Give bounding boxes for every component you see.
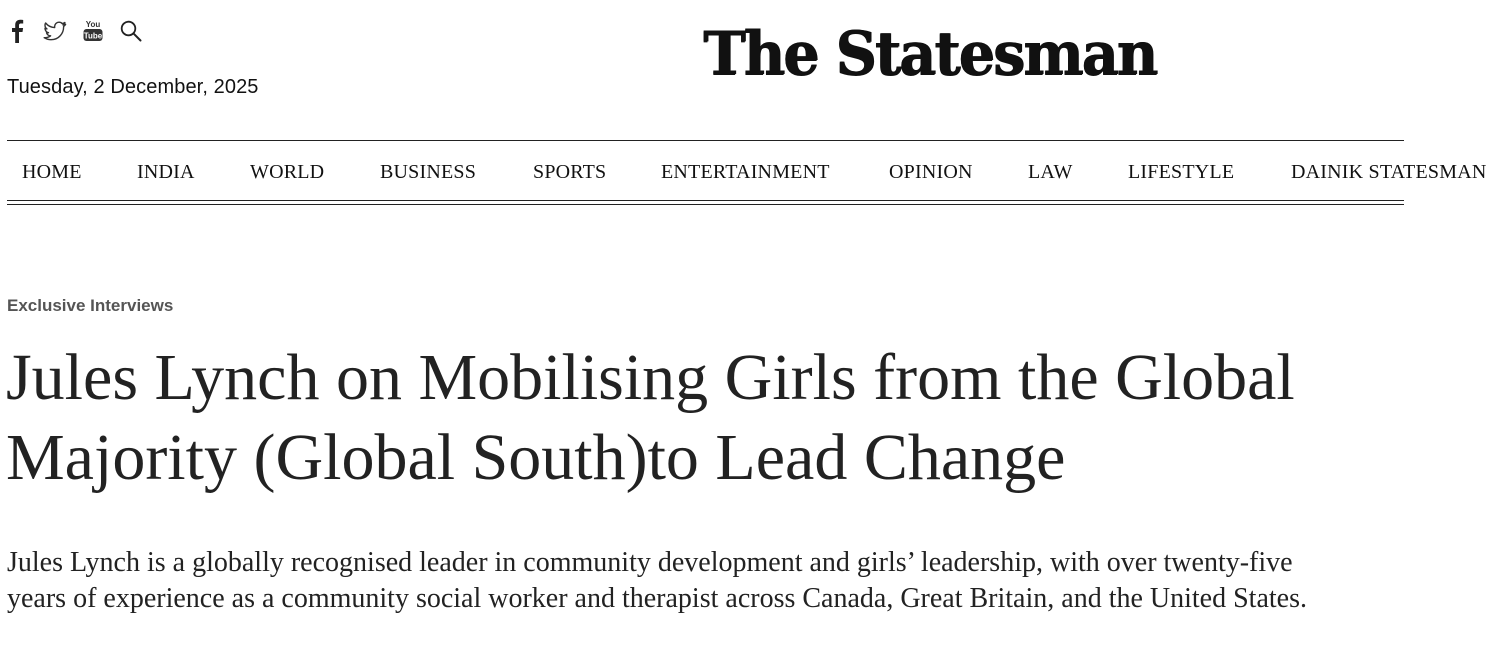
article-category[interactable]: Exclusive Interviews: [7, 296, 174, 315]
nav-item-home[interactable]: HOME: [22, 161, 82, 183]
nav-item-dainik-statesman[interactable]: DAINIK STATESMAN: [1291, 161, 1487, 183]
current-date: Tuesday, 2 December, 2025: [7, 76, 259, 98]
facebook-icon[interactable]: [7, 17, 27, 45]
nav-item-india[interactable]: INDIA: [137, 161, 195, 183]
social-links: [7, 17, 143, 45]
nav-item-world[interactable]: WORLD: [250, 161, 325, 183]
nav-item-business[interactable]: BUSINESS: [380, 161, 477, 183]
nav-item-law[interactable]: LAW: [1028, 161, 1073, 183]
article-headline: Jules Lynch on Mobilising Girls from the Global Majority (Global South)to Lead Change: [6, 341, 1295, 494]
nav-item-sports[interactable]: SPORTS: [533, 161, 607, 183]
youtube-icon-tube: Tube: [83, 31, 103, 41]
twitter-icon[interactable]: [43, 17, 67, 45]
nav-double-rule: [7, 200, 1404, 205]
youtube-icon[interactable]: [82, 17, 104, 45]
nav-item-lifestyle[interactable]: LIFESTYLE: [1128, 161, 1235, 183]
main-navigation: [7, 140, 1487, 204]
site-logo[interactable]: The Statesman: [703, 19, 1157, 89]
nav-item-entertainment[interactable]: ENTERTAINMENT: [661, 161, 830, 183]
search-icon[interactable]: [119, 17, 143, 45]
youtube-icon-you: You: [85, 20, 101, 29]
nav-item-opinion[interactable]: OPINION: [889, 161, 973, 183]
article-summary: Jules Lynch is a globally recognised leader in community development and girls’ leadership, with over twenty-five years of experience as a community social worker and therapist across Canada, Great Britain, and the United States.: [7, 547, 1307, 614]
